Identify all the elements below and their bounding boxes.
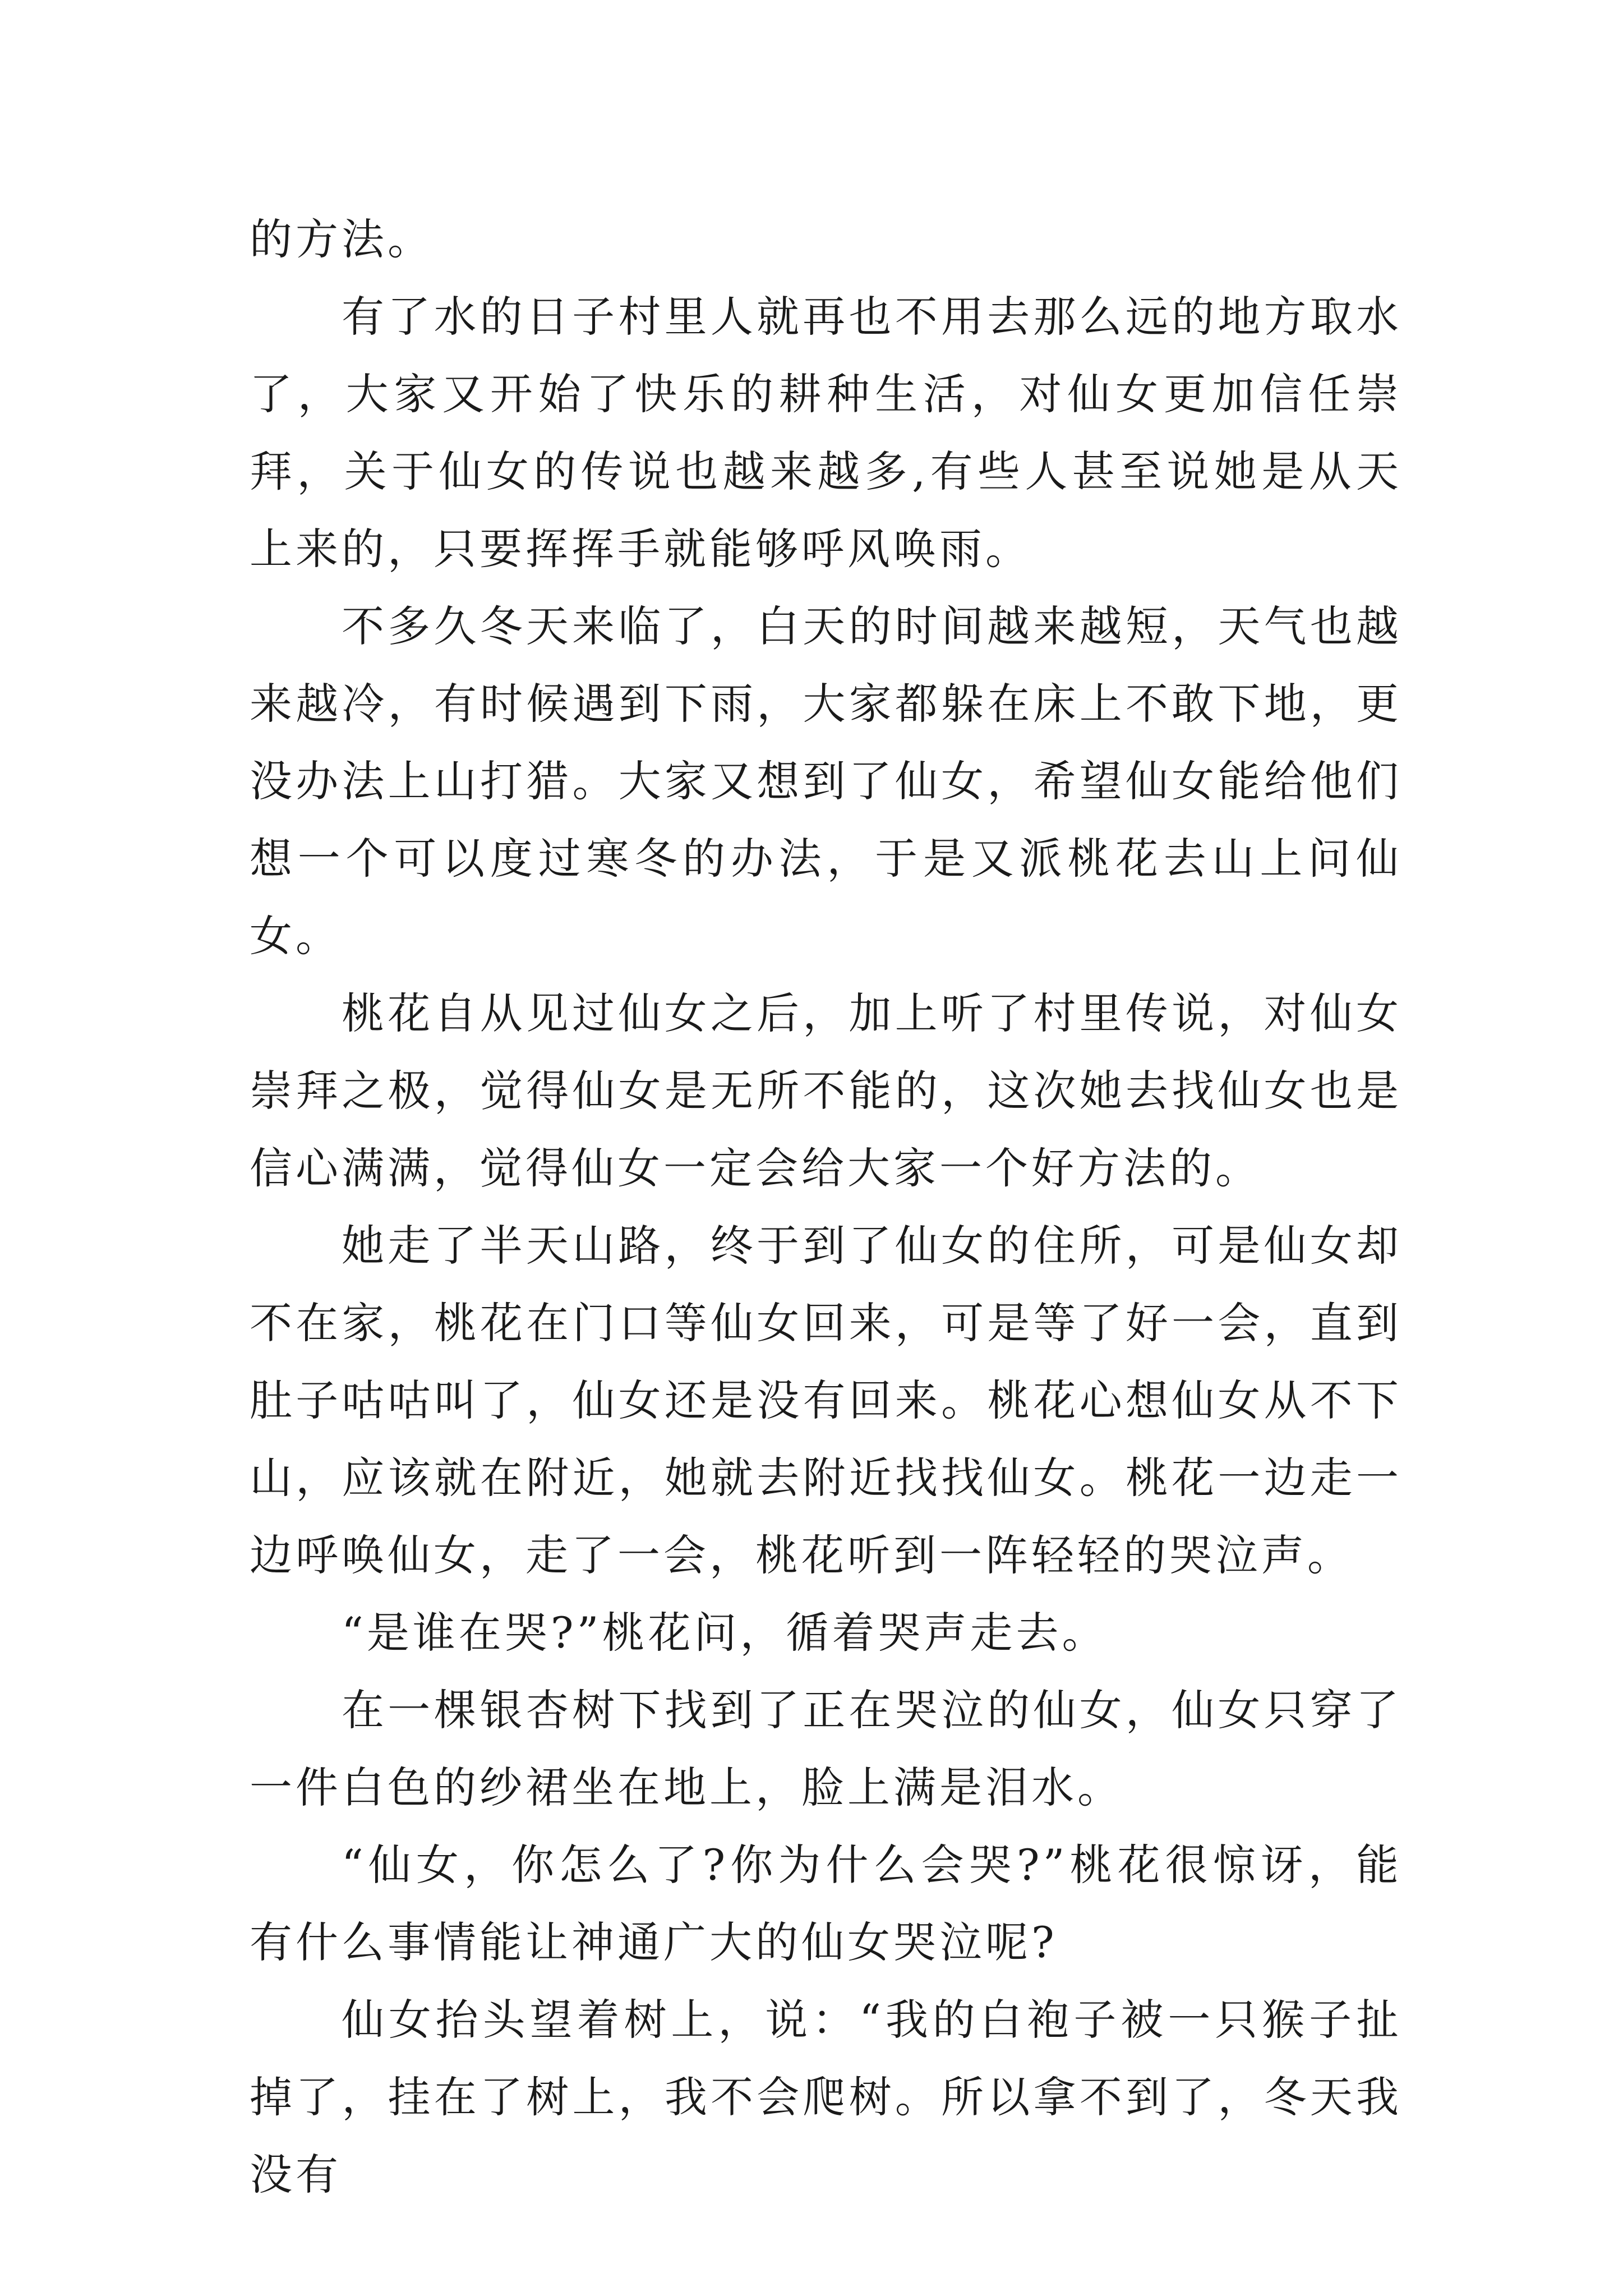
paragraph-8: “仙女，你怎么了?你为什么会哭?”桃花很惊讶，能有什么事情能让神通广大的仙女哭泣呢? bbox=[250, 1840, 1402, 1967]
paragraph-7: 在一棵银杏树下找到了正在哭泣的仙女，仙女只穿了一件白色的纱裙坐在地上，脸上满是泪水。 bbox=[250, 1685, 1402, 1812]
story-text bbox=[250, 201, 1402, 2214]
paragraph-5: 她走了半天山路，终于到了仙女的住所，可是仙女却不在家，桃花在门口等仙女回来，可是等了好一会，直到肚子咕咕叫了，仙女还是没有回来。桃花心想仙女从不下山，应该就在附近，她就去附近找找仙女。桃花一边走一边呼唤仙女，走了一会，桃花听到一阵轻轻的哭泣声。 bbox=[250, 1221, 1402, 1580]
paragraph-1: 的方法。 bbox=[250, 214, 434, 264]
paragraph-4: 桃花自从见过仙女之后，加上听了村里传说，对仙女崇拜之极，觉得仙女是无所不能的，这次她去找仙女也是信心满满，觉得仙女一定会给大家一个好方法的。 bbox=[250, 988, 1402, 1193]
paragraph-9: 仙女抬头望着树上，说：“我的白袍子被一只猴子扯掉了，挂在了树上，我不会爬树。所以拿不到了，冬天我没有 bbox=[250, 1995, 1402, 2200]
paragraph-2: 有了水的日子村里人就再也不用去那么远的地方取水了，大家又开始了快乐的耕种生活，对仙女更加信任崇拜，关于仙女的传说也越来越多,有些人甚至说她是从天上来的，只要挥挥手就能够呼风唤雨。 bbox=[250, 292, 1402, 574]
paragraph-6: “是谁在哭?”桃花问，循着哭声走去。 bbox=[342, 1608, 1108, 1658]
paragraph-3: 不多久冬天来临了，白天的时间越来越短，天气也越来越冷，有时候遇到下雨，大家都躲在床上不敢下地，更没办法上山打猎。大家又想到了仙女，希望仙女能给他们想一个可以度过寒冬的办法，于是又派桃花去山上问仙女。 bbox=[250, 601, 1402, 961]
